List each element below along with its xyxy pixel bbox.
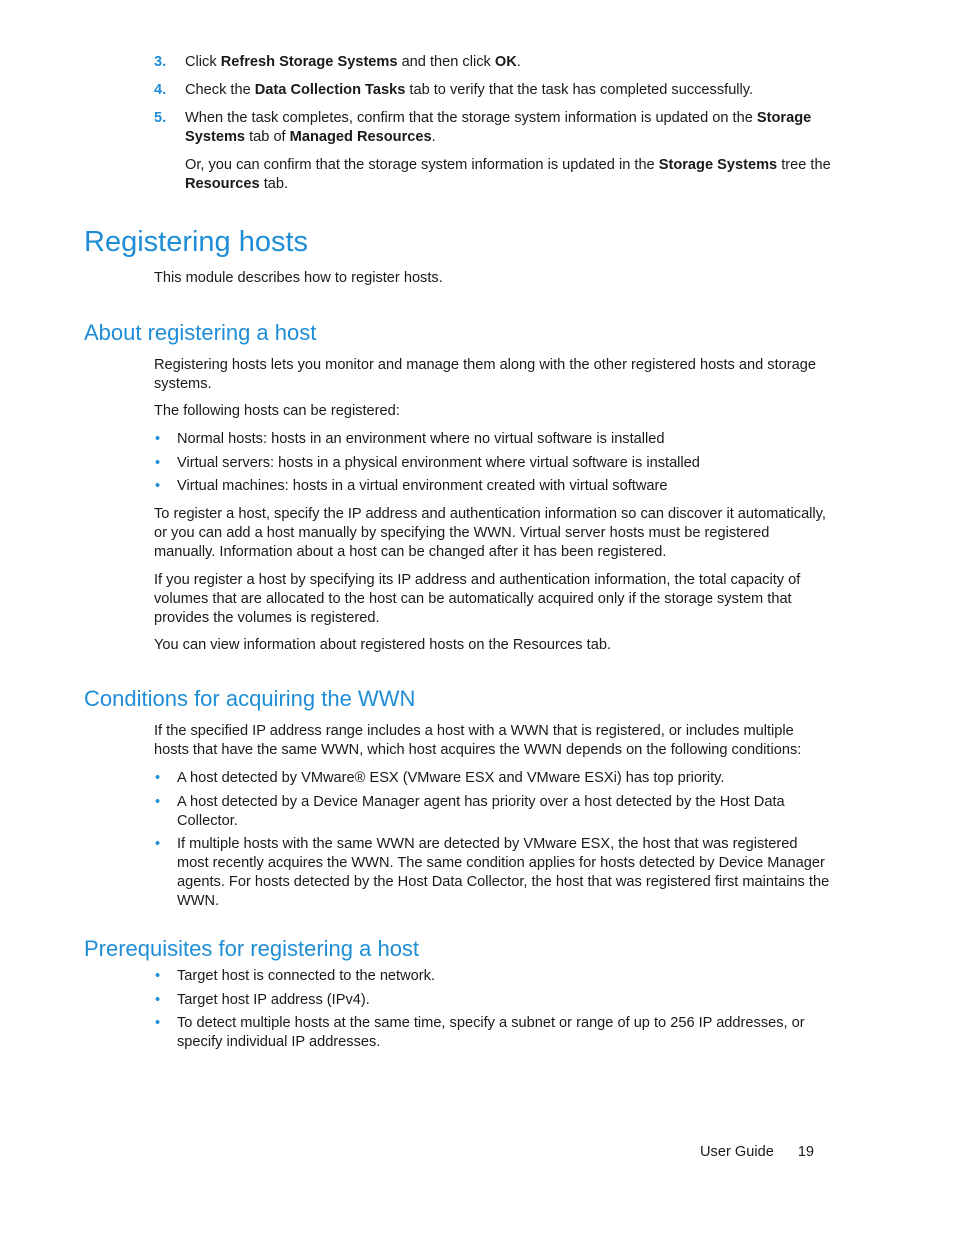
step-4 [154, 81, 834, 100]
subsection-title-prerequisites: Prerequisites for registering a host [84, 936, 420, 961]
step-note: Or, you can confirm that the storage system information is updated in the Storage Systems tree the Resources tab. [185, 157, 831, 192]
paragraph: Registering hosts lets you monitor and manage them along with the other registered hosts and storage systems. [154, 357, 816, 392]
list-item: • If multiple hosts with the same WWN are detected by VMware ESX, the host that was registered most recently acquires the WWN. The same condition applies for hosts detected by Device Manager agents. For hosts detected by the Host Data Collector, the host that was registered first maintains the WWN. [155, 836, 830, 909]
bullet-icon: • [155, 836, 161, 852]
list-item: • To detect multiple hosts at the same time, specify a subnet or range of up to 256 IP addresses, or specify individual IP addresses. [155, 1015, 805, 1050]
step-number: 5. [154, 110, 167, 126]
bullet-icon: • [155, 770, 161, 786]
subsection-title-about: About registering a host [84, 320, 317, 345]
conditions-list [154, 769, 830, 916]
step-text: Check the Data Collection Tasks tab to verify that the task has completed successfully. [185, 82, 754, 98]
host-types-list [154, 430, 830, 501]
procedure-steps [154, 53, 834, 203]
prerequisites-list [154, 967, 830, 1057]
paragraph: If you register a host by specifying its IP address and authentication information, the total capacity of volumes that are allocated to the host can be automatically acquired only if the storage system that provides the volumes is registered. [154, 572, 801, 626]
list-item: • Normal hosts: hosts in an environment where no virtual software is installed [155, 431, 665, 447]
bullet-icon: • [155, 1015, 161, 1031]
bullet-icon: • [155, 991, 161, 1008]
paragraph: To register a host, specify the IP address and authentication information so can discover it automatically, or you can add a host manually by specifying the WWN. Virtual server hosts must be registered manually. Information about a host can be changed after it has been registered. [154, 506, 826, 560]
list-item: • A host detected by a Device Manager agent has priority over a host detected by the Host Data Collector. [155, 793, 785, 829]
page-number: 19 [797, 1144, 815, 1160]
bullet-icon: • [155, 454, 161, 471]
paragraph: You can view information about registered hosts on the Resources tab. [154, 637, 612, 653]
bullet-icon: • [155, 431, 161, 447]
step-5 [154, 109, 834, 194]
step-3 [154, 53, 834, 72]
bullet-icon: • [155, 968, 161, 984]
bullet-icon: • [155, 793, 161, 810]
bullet-icon: • [155, 478, 161, 494]
subsection-title-conditions: Conditions for acquiring the WWN [84, 686, 416, 711]
list-item: • Virtual machines: hosts in a virtual environment created with virtual software [155, 478, 668, 494]
page-footer [700, 1143, 814, 1162]
step-number: 4. [154, 82, 167, 98]
paragraph: If the specified IP address range includes a host with a WWN that is registered, or includes multiple hosts that have the same WWN, which host acquires the WWN depends on the following conditions: [154, 723, 802, 758]
section-intro: This module describes how to register hosts. [154, 270, 443, 286]
list-item: • A host detected by VMware® ESX (VMware ESX and VMware ESXi) has top priority. [155, 770, 725, 786]
footer-label: User Guide [700, 1144, 774, 1160]
section-title-registering-hosts: Registering hosts [84, 226, 309, 258]
step-number: 3. [154, 54, 167, 70]
step-text: When the task completes, confirm that the storage system information is updated on the Storage Systems tab of Managed Resources. [185, 110, 812, 145]
paragraph: The following hosts can be registered: [154, 403, 400, 419]
list-item: • Virtual servers: hosts in a physical environment where virtual software is installed [155, 454, 700, 471]
list-item: • Target host is connected to the network. [155, 968, 435, 984]
list-item: • Target host IP address (IPv4). [155, 991, 370, 1008]
step-text: Click Refresh Storage Systems and then click OK. [185, 54, 521, 70]
